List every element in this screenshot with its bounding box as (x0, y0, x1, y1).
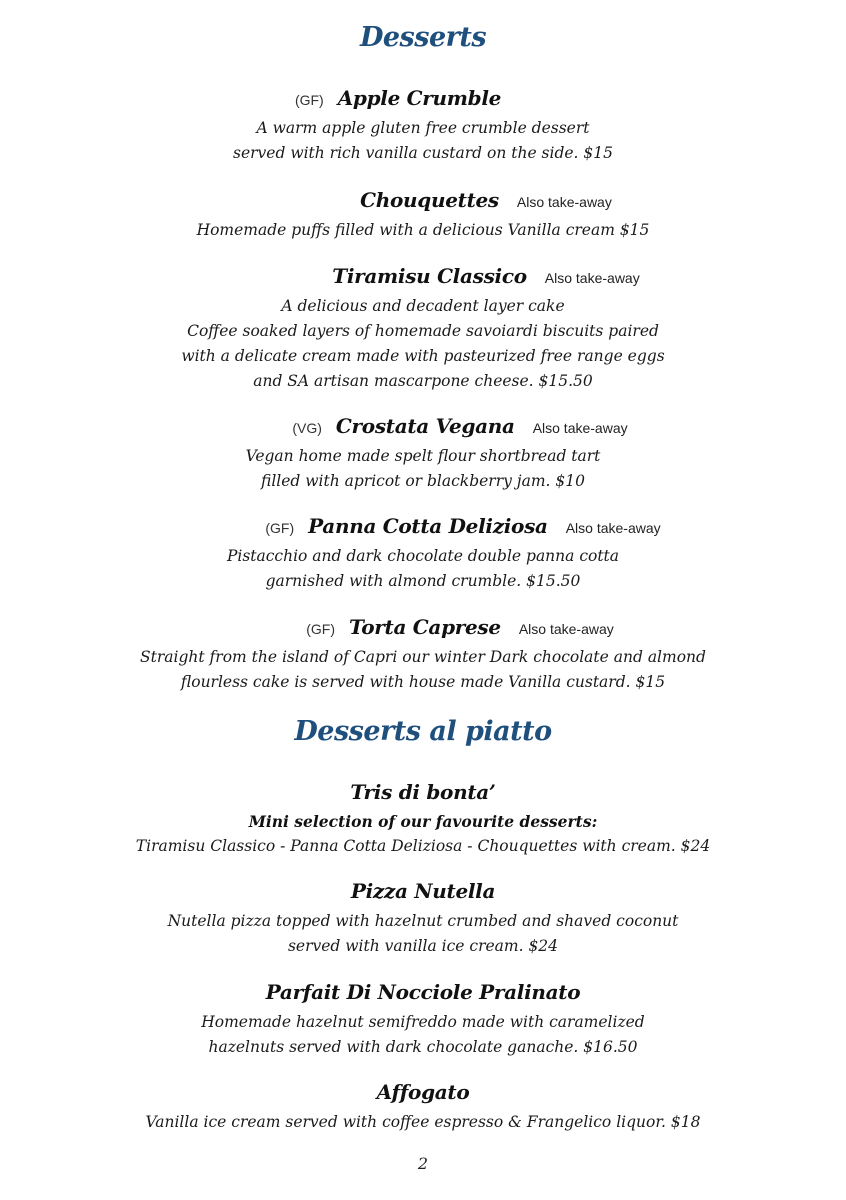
menu-item-tris-di-bonta (0, 780, 846, 859)
menu-item-panna-cotta-deliziosa (0, 514, 846, 594)
item-name: Chouquettes (360, 188, 499, 212)
item-description: Homemade puffs filled with a delicious Vanilla cream $15 (196, 221, 650, 239)
section-title-desserts: Desserts (359, 22, 487, 53)
menu-item-affogato (0, 1080, 846, 1135)
item-subtitle: Mini selection of our favourite desserts: (248, 812, 598, 831)
takeaway-note: Also take-away (516, 194, 612, 210)
item-description: Pistacchio and dark chocolate double panna cotta garnished with almond crumble. $15.50 (226, 547, 620, 590)
menu-item-parfait-di-nocciole-pralinato (0, 980, 846, 1060)
menu-item-crostata-vegana (0, 414, 846, 494)
item-name: Panna Cotta Deliziosa (308, 514, 548, 538)
menu-item-tiramisu-classico (0, 264, 846, 394)
menu-item-apple-crumble (0, 86, 846, 166)
item-name: Affogato (376, 1080, 470, 1104)
dietary-tag: (VG) (292, 420, 322, 436)
dietary-tag: (GF) (265, 520, 295, 536)
item-description: Homemade hazelnut semifreddo made with caramelized hazelnuts served with dark chocolate ganache. $16.50 (201, 1013, 645, 1056)
item-description: Nutella pizza topped with hazelnut crumbed and shaved coconut served with vanilla ice cream. $24 (167, 912, 679, 955)
takeaway-note: Also take-away (544, 270, 640, 286)
menu-item-pizza-nutella (0, 879, 846, 959)
menu-item-torta-caprese (0, 615, 846, 695)
item-description: Straight from the island of Capri our winter Dark chocolate and almond flourless cake is served with house made Vanilla custard. $15 (140, 648, 706, 691)
item-name: Tiramisu Classico (332, 264, 527, 288)
item-description: Tiramisu Classico - Panna Cotta Deliziosa - Chouquettes with cream. $24 (135, 837, 711, 855)
item-name: Pizza Nutella (350, 879, 496, 903)
dietary-tag: (GF) (306, 621, 335, 637)
dietary-tag: (GF) (294, 92, 324, 108)
takeaway-note: Also take-away (532, 420, 628, 436)
takeaway-note: Also take-away (518, 621, 614, 637)
item-description: A delicious and decadent layer cake Coffee soaked layers of homemade savoiardi biscuits paired with a delicate cream made with pasteurized free range eggs and SA artisan mascarpone cheese. $15.50 (181, 297, 665, 390)
item-name: Tris di bonta’ (350, 780, 496, 804)
page-number: 2 (417, 1154, 429, 1173)
item-description: A warm apple gluten free crumble dessert served with rich vanilla custard on the side. $15 (233, 119, 613, 162)
item-description: Vegan home made spelt flour shortbread tart filled with apricot or blackberry jam. $10 (245, 447, 601, 490)
item-name: Crostata Vegana (335, 414, 515, 438)
item-description: Vanilla ice cream served with coffee espresso & Frangelico liquor. $18 (145, 1113, 701, 1131)
takeaway-note: Also take-away (565, 520, 661, 536)
menu-item-chouquettes (0, 188, 846, 243)
item-name: Apple Crumble (337, 86, 502, 110)
section-title-desserts-al-piatto: Desserts al piatto (294, 716, 552, 747)
item-name: Parfait Di Nocciole Pralinato (265, 980, 581, 1004)
item-name: Torta Caprese (348, 615, 501, 639)
